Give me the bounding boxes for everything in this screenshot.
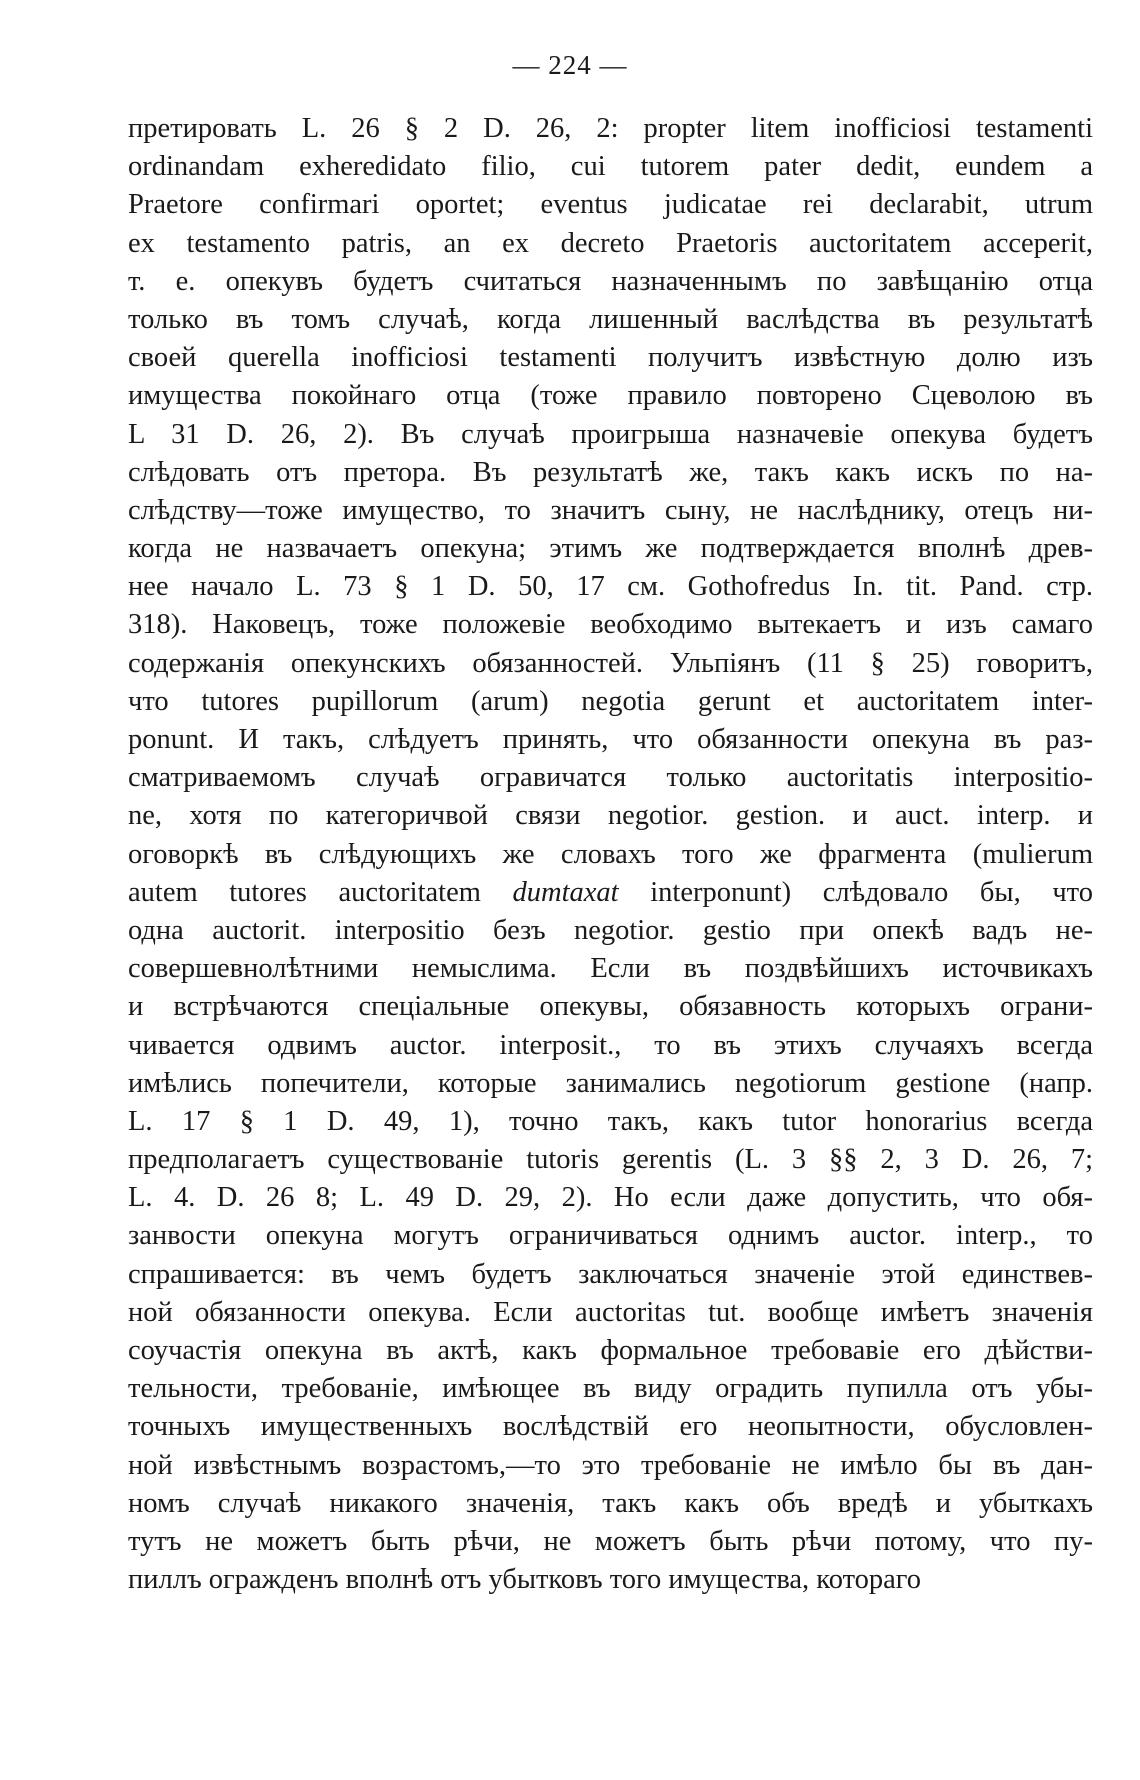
text-line: ponunt. И такъ, слѣдуетъ принять, что обязанности опекуна въ раз-	[128, 724, 1093, 755]
text-line: ex testamento patris, an ex decreto Praetoris auctoritatem acceperit,	[128, 227, 1093, 259]
text-line: пиллъ огражденъ вполнѣ отъ убытковъ того имущества, котораго	[128, 1564, 922, 1596]
text-line: т. е. опекувъ будетъ считаться назначеннымъ по завѣщанію отца	[128, 265, 1093, 297]
text-line: занвости опекуна могутъ ограничиваться однимъ auctor. interp., то	[128, 1220, 1093, 1252]
body-text	[128, 110, 1093, 1599]
text-line: что tutores pupillorum (arum) negotia gerunt et auctoritatem inter-	[128, 685, 1093, 717]
text-line: L 31 D. 26, 2). Въ случаѣ проигрыша назначевіе опекува будетъ	[128, 418, 1093, 450]
text-line: ne, хотя по категоричвой связи negotior. gestion. и auct. interp. и	[128, 800, 1093, 832]
text-line: претировать L. 26 § 2 D. 26, 2: propter litem inofficiosi testamenti	[128, 113, 1093, 144]
text-line: L. 4. D. 26 8; L. 49 D. 29, 2). Но если даже допустить, что обя-	[128, 1182, 1093, 1214]
text-line: предполагаетъ существованіе tutoris gerentis (L. 3 §§ 2, 3 D. 26, 7;	[128, 1144, 1093, 1176]
text-line: ordinandam exheredidato filio, cui tutorem pater dedit, eundem a	[128, 151, 1093, 183]
text-line: тутъ не можетъ быть рѣчи, не можетъ быть рѣчи потому, что пу-	[128, 1525, 1093, 1557]
text-line: 318). Наковецъ, тоже положевіе веобходимо вытекаетъ и изъ самаго	[128, 609, 1093, 641]
text-line: Praetore confirmari oportet; eventus judicatae rei declarabit, utrum	[128, 189, 1093, 221]
text-line: ной обязанности опекува. Если auctoritas tut. вообще имѣетъ значенія	[128, 1296, 1093, 1328]
text-line: ной извѣстнымъ возрастомъ,—то это требованіе не имѣло бы въ дан-	[128, 1449, 1093, 1481]
text-line: имѣлись попечители, которые занимались negotiorum gestione (напр.	[128, 1067, 1093, 1099]
text-line: спрашивается: въ чемъ будетъ заключаться значеніе этой единствев-	[128, 1258, 1093, 1290]
text-line: L. 17 § 1 D. 49, 1), точно такъ, какъ tutor honorarius всегда	[128, 1105, 1093, 1137]
text-line: одна auctorit. interpositio безъ negotior. gestio при опекѣ вадъ не-	[128, 914, 1093, 946]
italic-word: dumtaxat	[512, 876, 619, 908]
text-line: своей querella inofficiosi testamenti получитъ извѣстную долю изъ	[128, 342, 1093, 374]
text-line: чивается одвимъ auctor. interposit., то въ этихъ случаяхъ всегда	[128, 1029, 1093, 1061]
text-line: нее начало L. 73 § 1 D. 50, 17 см. Gothofredus In. tit. Pand. стр.	[128, 571, 1093, 603]
text-line: соучастія опекуна въ актѣ, какъ формальное требовавіе его дѣйстви-	[128, 1335, 1093, 1366]
text-line: имущества покойнаго отца (тоже правило повторено Сцеволою въ	[128, 380, 1093, 412]
text-line: сматриваемомъ случаѣ огравичатся только auctoritatis interpositio-	[128, 762, 1093, 794]
text-line: точныхъ имущественныхъ воcлѣдствій его неопытности, обусловлен-	[128, 1411, 1093, 1443]
page-number: — 224 —	[512, 50, 628, 80]
text-line: и встрѣчаются спеціальные опекувы, обязавность которыхъ ограни-	[128, 991, 1093, 1023]
text-line: номъ случаѣ никакого значенія, такъ какъ объ вредѣ и убыткахъ	[128, 1487, 1093, 1519]
text-line: только въ томъ случаѣ, когда лишенный васлѣдства въ результатѣ	[128, 303, 1093, 335]
text-line: совершевнолѣтними немыслима. Если въ поздвѣйшихъ источвикахъ	[128, 953, 1093, 985]
text-line: тельности, требованіе, имѣющее въ виду оградить пупилла отъ убы-	[128, 1373, 1093, 1405]
text-segment: interponunt) слѣдовало бы, что	[618, 876, 1093, 908]
text-line: слѣдовать отъ претора. Въ результатѣ же, такъ какъ искъ по на-	[128, 456, 1093, 488]
text-line: оговоркѣ въ слѣдующихъ же словахъ того же фрагмента (mulierum	[128, 838, 1093, 870]
text-segment: autem tutores auctoritatem	[128, 876, 513, 908]
text-line: содержанія опекунскихъ обязанностей. Ульпіянъ (11 § 25) говоритъ,	[128, 647, 1093, 679]
text-line: слѣдству—тоже имущество, то значитъ сыну, не наслѣднику, отецъ ни-	[128, 494, 1093, 526]
text-line: когда не назвачаетъ опекуна; этимъ же подтверждается вполнѣ древ-	[128, 533, 1093, 565]
text-line-with-italic	[128, 874, 1093, 912]
